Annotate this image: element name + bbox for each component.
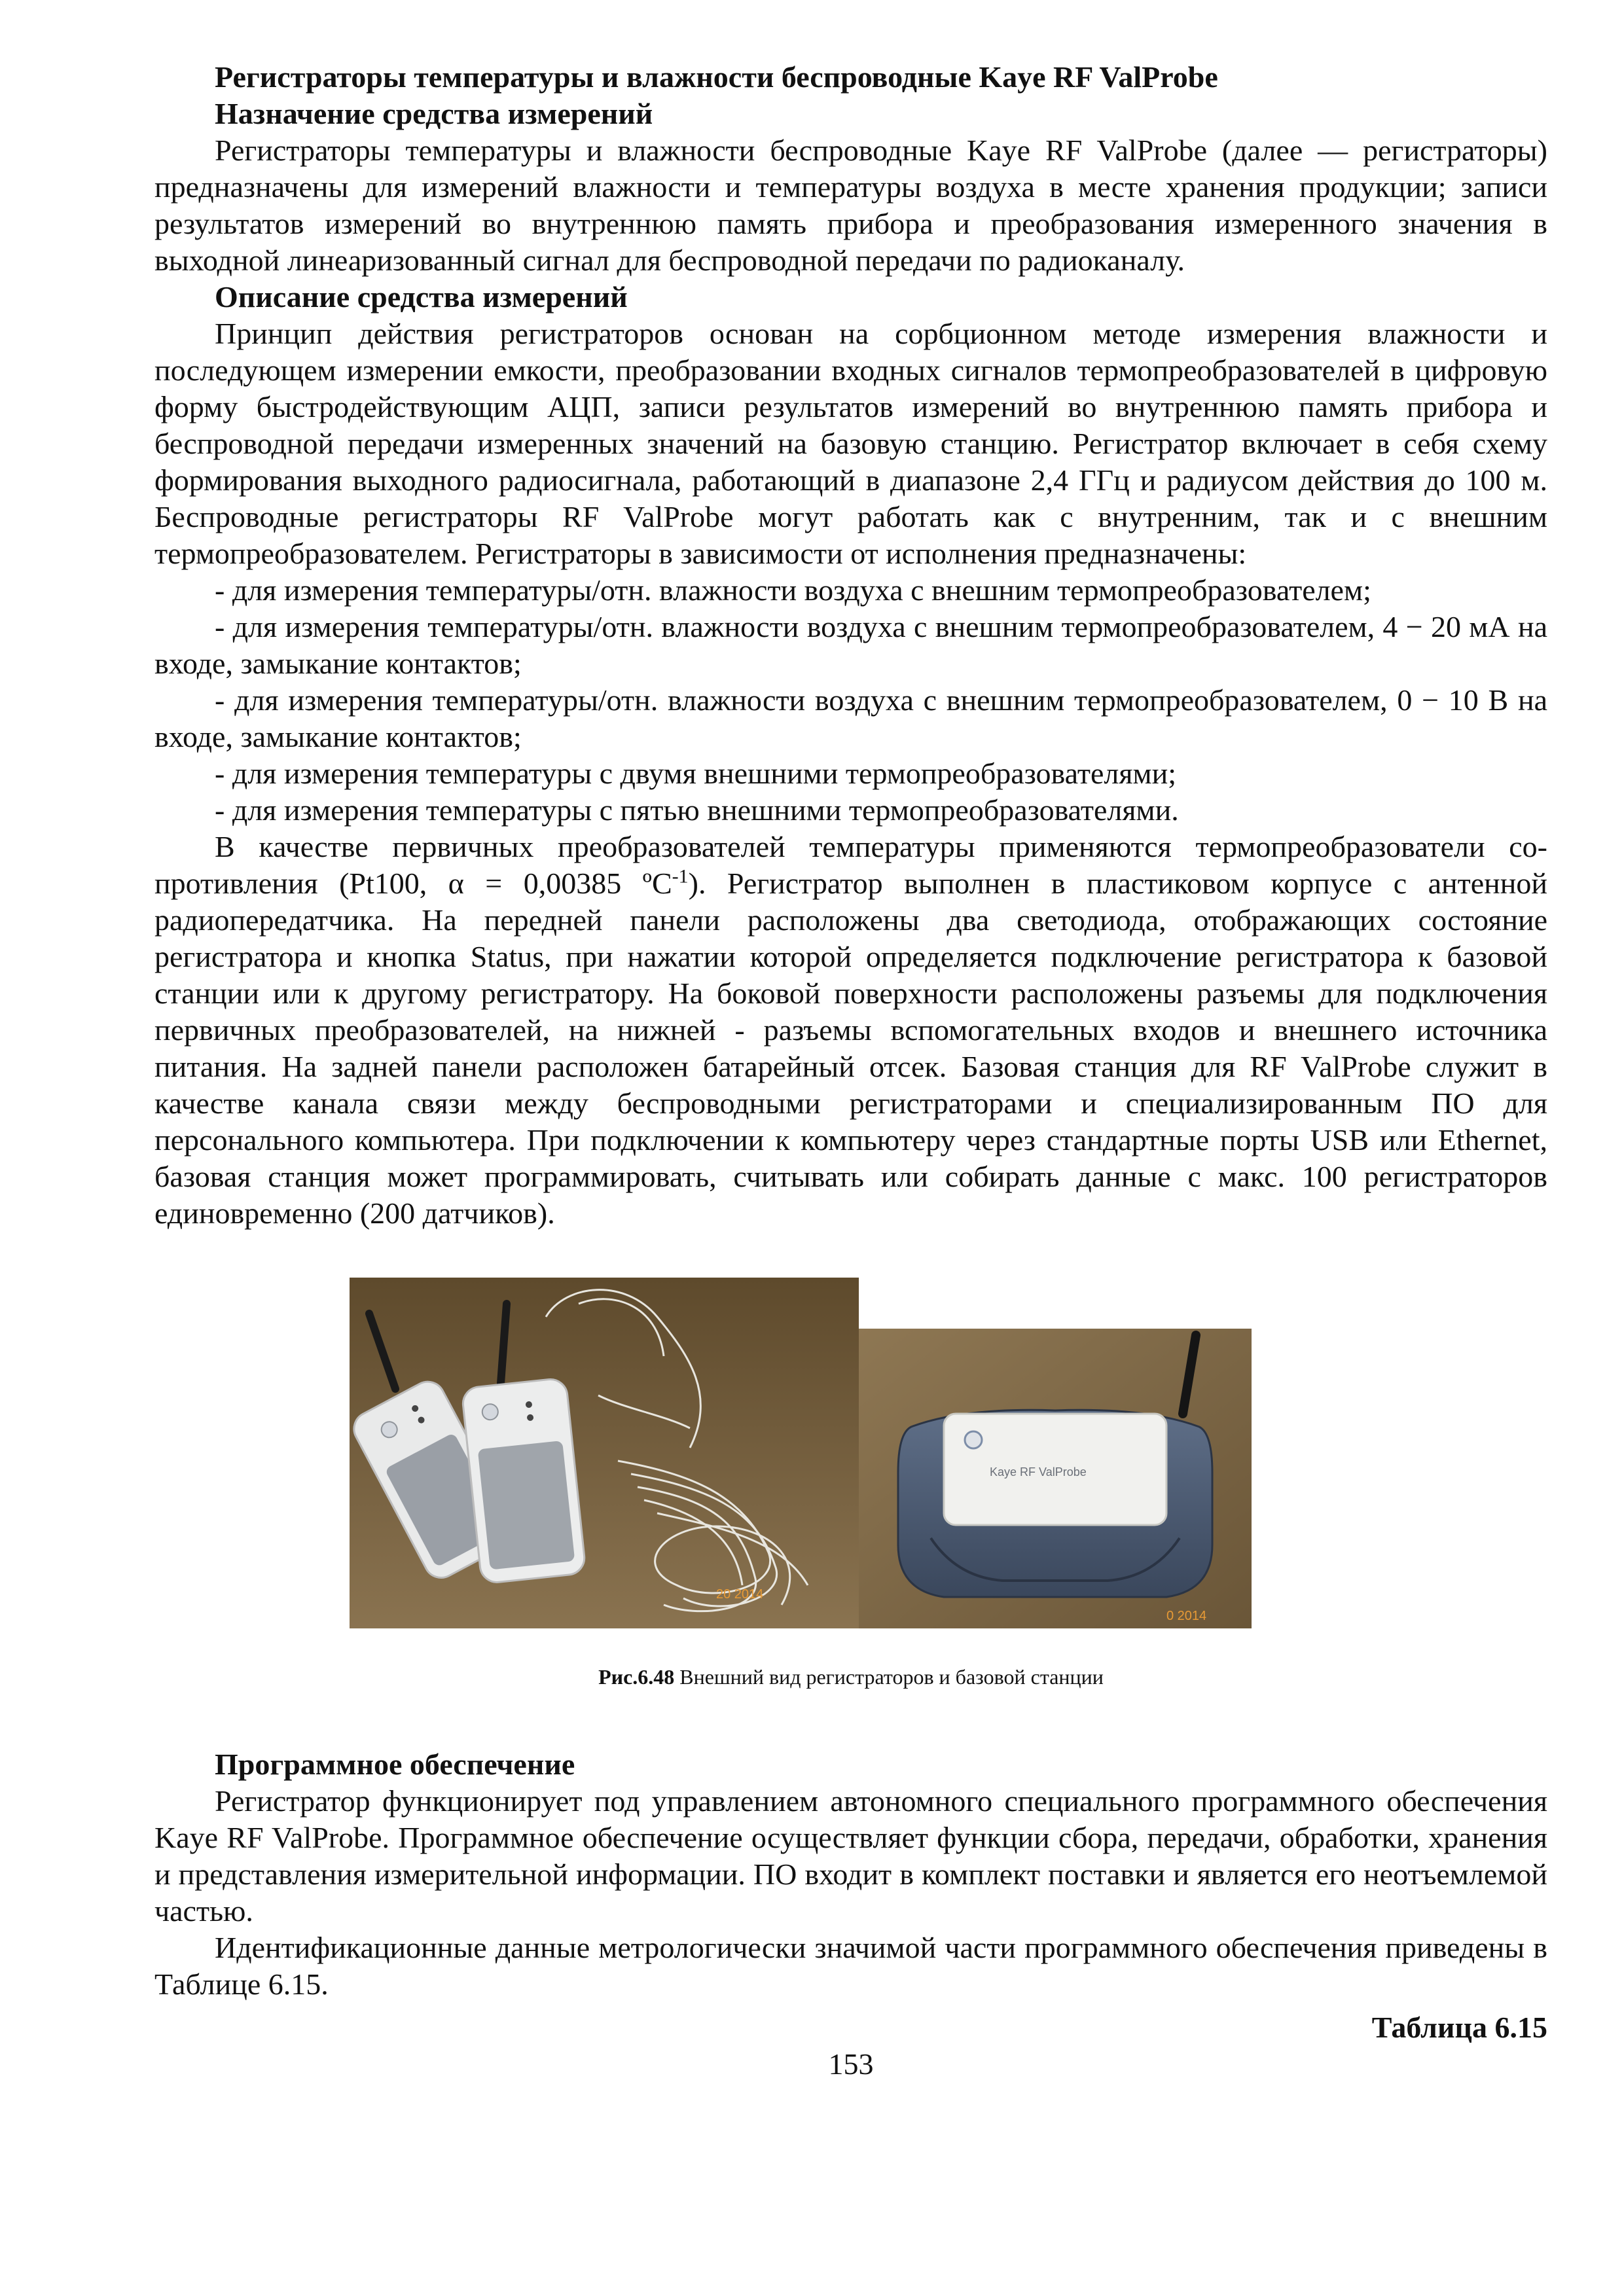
sensors-superscript: -1: [672, 865, 689, 888]
description-heading: Описание средства измерений: [215, 280, 628, 314]
document-page: [154, 59, 1547, 2113]
sensors-text-before: В качестве первичных преобразователей температуры применяются термопреобразователи со-противления (Pt100, α = 0,00385 ºC: [154, 830, 1547, 900]
purpose-paragraph: Регистраторы температуры и влажности беспроводные Kaye RF ValProbe (далее — регистраторы) предназначены для измерений влажности и температуры воздуха в месте хранения продукции; записи результатов измерений во внутреннюю память прибора и преобразования измеренного значения в выходной линеаризованный сигнал для беспроводной передачи по радиоканалу.: [154, 134, 1547, 277]
date-stamp-1: 20 2014: [716, 1587, 764, 1602]
list-item: - для измерения температуры/отн. влажности воздуха с внешним термопреобразователем, 4 − 20 мА на входе, замыкание контактов;: [154, 610, 1547, 680]
base-station-photo: [859, 1329, 1252, 1628]
software-paragraph: Регистратор функционирует под управлением автономного специального программного обеспечения Kaye RF ValProbe. Программное обеспечение осуществляет функции сбора, передачи, обработки, хранения и представления измерительной информации. ПО входит в комплект поставки и является его неотъемлемой частью.: [154, 1784, 1547, 1928]
list-item: - для измерения температуры с двумя внешними термопреобразователями;: [215, 757, 1177, 790]
figure-caption-text: Внешний вид регистраторов и базовой станции: [674, 1665, 1104, 1689]
loggers-photo: [350, 1278, 859, 1628]
figure-caption-label: Рис.6.48: [598, 1665, 675, 1689]
ident-paragraph: Идентификационные данные метрологически значимой части программного обеспечения приведены в Таблице 6.15.: [154, 1931, 1547, 2001]
sensors-paragraph: [154, 829, 1547, 1232]
list-item: - для измерения температуры/отн. влажности воздуха с внешним термопреобразователем, 0 − 10 В на входе, замыкание контактов;: [154, 683, 1547, 753]
date-stamp-2: 0 2014: [1166, 1609, 1207, 1623]
document-title: Регистраторы температуры и влажности беспроводные Kaye RF ValProbe: [215, 60, 1218, 94]
figure: [154, 1278, 1547, 1644]
software-heading: Программное обеспечение: [215, 1748, 575, 1781]
list-item: - для измерения температуры с пятью внешними термопреобразователями.: [215, 793, 1179, 827]
purpose-heading: Назначение средства измерений: [215, 97, 653, 130]
base-station-photo-image: [859, 1329, 1252, 1628]
list-item: - для измерения температуры/отн. влажности воздуха с внешним термопреобразователем;: [215, 573, 1371, 607]
sensors-text-after: ). Регистратор выполнен в пластиковом корпусе с антенной радиопередатчика. На передней панели расположены два светодиода, отображающих состояние регистратора и кнопка Status, при нажатии которой определяется подключение регистратора к базовой станции или к другому регистратору. На боковой поверхности расположены разъемы для подключения первичных преобразователей, на нижней - разъемы вспомогательных входов и внешнего источника питания. На задней панели расположен батарейный отсек. Базовая станция для RF ValProbe служит в качестве канала связи между беспроводными регистраторами и специализированным ПО для персонального компьютера. При подключении к компьютеру через стандартные порты USB или Ethernet, базовая станция может программировать, считывать или собирать данные с макс. 100 регистраторов единовременно (200 датчиков).: [154, 867, 1547, 1230]
page-number: 153: [828, 2047, 874, 2081]
loggers-photo-image: [350, 1278, 859, 1628]
figure-caption: [154, 1664, 1547, 1690]
table-label: Таблица 6.15: [1371, 2011, 1547, 2044]
description-paragraph: Принцип действия регистраторов основан на сорбционном методе измерения влажности и последующем измерении емкости, преобразовании входных сигналов термопреобразователей в цифровую форму быстродействующим АЦП, записи результатов измерений во внутреннюю память прибора и беспроводной передачи измеренных значений на базовую станцию. Регистратор включает в себя схему формирования выходного радиосигнала, работающий в диапазоне 2,4 ГГц и радиусом действия до 100 м. Беспроводные регистраторы RF ValProbe могут работать как с внутренним, так и с внешним термопреобразователем. Регистраторы в зависимости от исполнения предназначены:: [154, 317, 1547, 570]
device-label: Kaye RF ValProbe: [990, 1465, 1087, 1479]
